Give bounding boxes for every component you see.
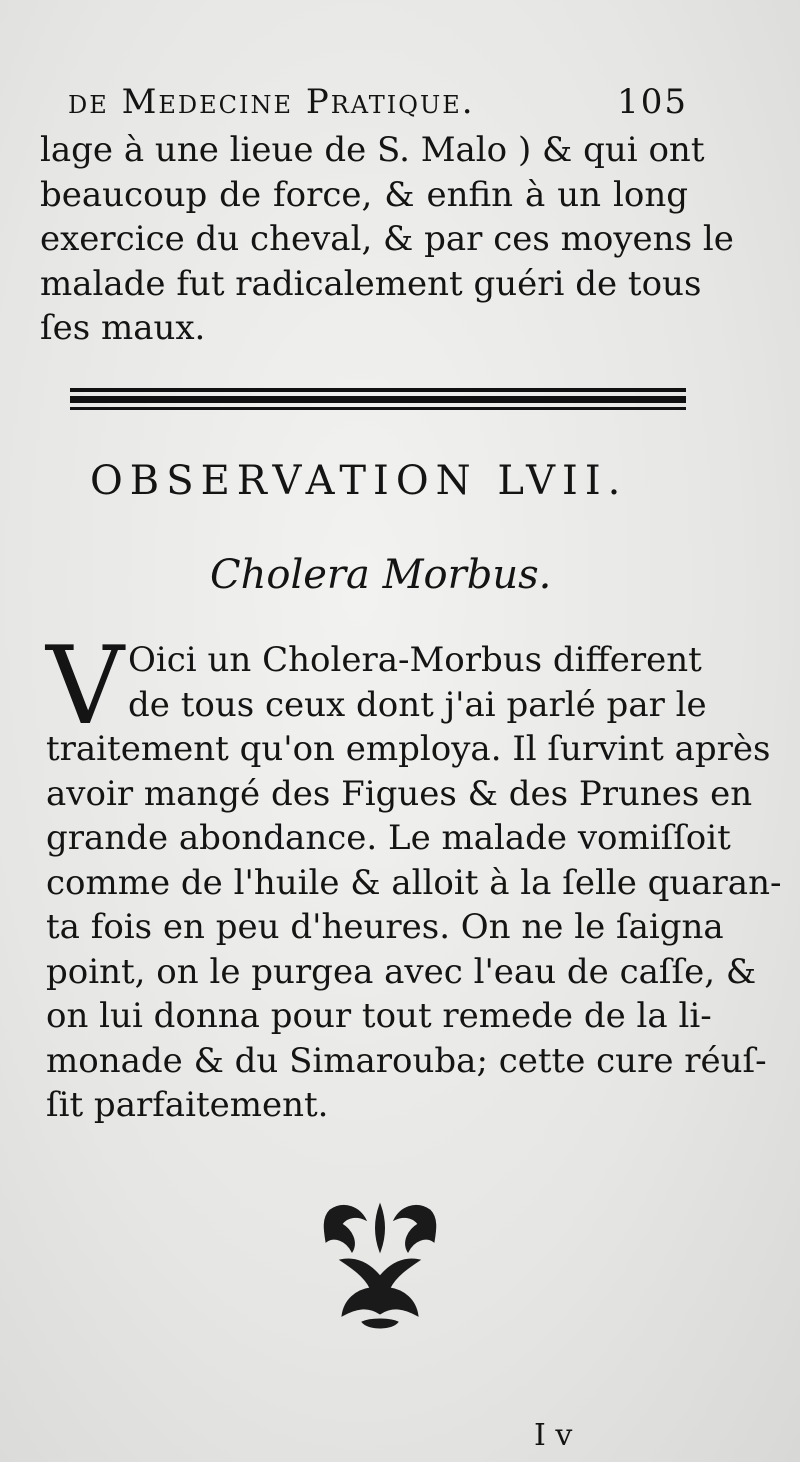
section-rule-top [70,388,686,392]
text-line: de tous ceux dont j'ai parlé par le [128,684,707,725]
floral-ornament-icon [300,1190,460,1340]
text-line: beaucoup de force, & enfin à un long [40,174,688,215]
text-line: grande abondance. Le malade vomiſſoit [46,818,731,858]
text-line: ſit parfaitement. [46,1085,329,1125]
text-line: lage à une lieue de S. Malo ) & qui ont [40,130,705,170]
text-line: avoir mangé des Figues & des Prunes en [46,773,753,814]
text-line: monade & du Simarouba; cette cure réuſ- [46,1040,767,1081]
running-title: de Medecine Pratique. [68,82,475,122]
text-line: point, on le purgea avec l'eau de caſſe, & [46,951,757,992]
text-line: ta fois en peu d'heures. On ne le ſaigna [46,907,724,947]
page-number: 105 [617,82,688,122]
text-line: exercice du cheval, & par ces moyens le [40,219,734,259]
observation-title: OBSERVATION LVII. [90,458,628,504]
text-line: malade fut radicalement guéri de tous [40,263,702,304]
text-line: ſes maux. [40,308,206,348]
observation-paragraph [46,624,782,1128]
signature-mark: Ⅰ v [534,1418,573,1453]
text-line: traitement qu'on employa. Il ſurvint après [46,729,771,769]
section-rule-middle [70,396,686,403]
section-rule-bottom [70,407,686,410]
running-header [68,82,688,122]
continued-paragraph [40,128,734,351]
text-line: comme de l'huile & alloit à la ſelle quaran- [46,862,782,903]
text-line: on lui donna pour tout remede de la li- [46,996,712,1036]
drop-cap: V [46,624,124,749]
text-line: Oici un Cholera-Morbus different [128,640,702,680]
observation-subtitle: Cholera Morbus. [210,552,552,598]
